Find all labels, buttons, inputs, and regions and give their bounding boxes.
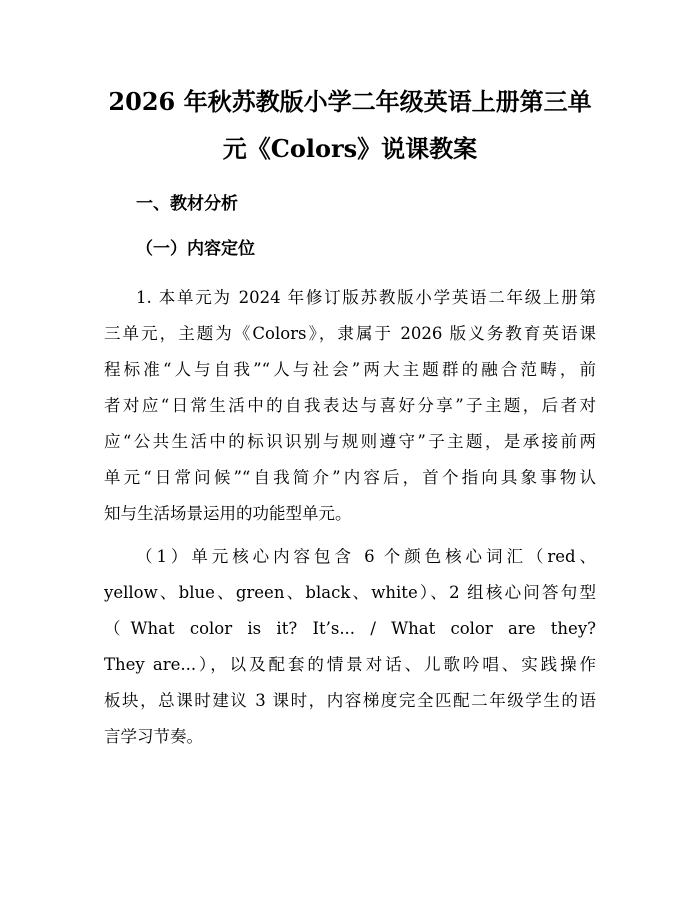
paragraph-line: （What color is it? It’s... / What color are they? (104, 619, 596, 638)
paragraph-line: （1）单元核心内容包含 6 个颜色核心词汇（red、 (136, 547, 596, 566)
paragraph-line: 言学习节奏。 (104, 727, 203, 746)
document-title-line-2: 元《Colors》说课教案 (222, 134, 478, 163)
paragraph-line: yellow、blue、green、black、white）、2 组核心问答句型 (104, 583, 596, 602)
paragraph-line: They are...），以及配套的情景对话、儿歌吟唱、实践操作 (104, 655, 596, 674)
paragraph-content-positioning (104, 280, 596, 532)
paragraph-line: 应“公共生活中的标识识别与规则遵守”子主题，是承接前两 (104, 432, 596, 451)
paragraph-line: 程标准“人与自我”“人与社会”两大主题群的融合范畴，前 (104, 360, 596, 379)
paragraph-core-content (104, 539, 596, 755)
subsection-heading: （一）内容定位 (136, 239, 255, 259)
paragraph-line: 知与生活场景运用的功能型单元。 (104, 504, 352, 523)
paragraph-line: 1. 本单元为 2024 年修订版苏教版小学英语二年级上册第 (136, 288, 596, 307)
section-heading: 一、教材分析 (136, 194, 238, 214)
paragraph-line: 单元“日常问候”“自我简介”内容后，首个指向具象事物认 (104, 468, 596, 487)
paragraph-line: 板块，总课时建议 3 课时，内容梯度完全匹配二年级学生的语 (104, 691, 596, 710)
paragraph-line: 三单元，主题为《Colors》，隶属于 2026 版义务教育英语课 (104, 324, 596, 343)
paragraph-line: 者对应“日常生活中的自我表达与喜好分享”子主题，后者对 (104, 396, 596, 415)
document-title-line-1: 2026 年秋苏教版小学二年级英语上册第三单 (108, 87, 592, 116)
